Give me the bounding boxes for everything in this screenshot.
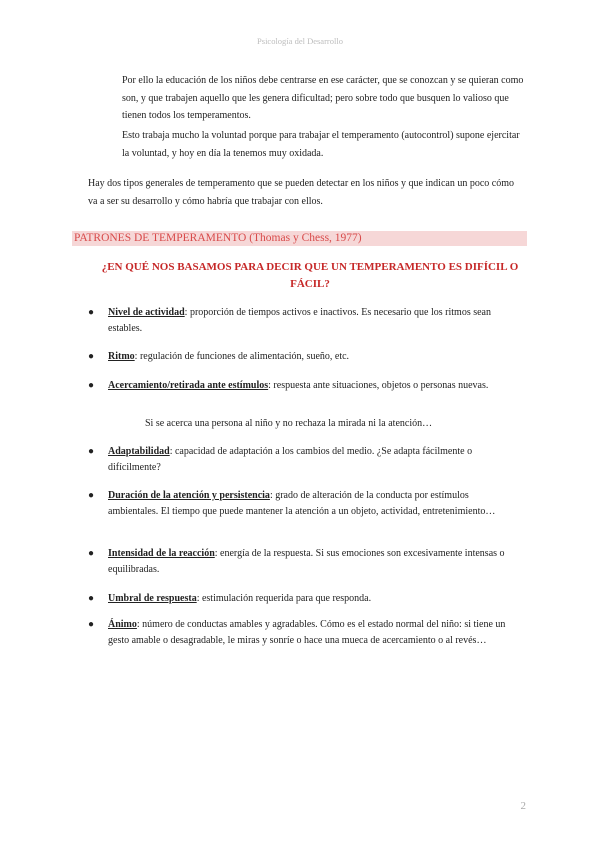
item-term: Nivel de actividad	[108, 307, 185, 318]
item-term: Ritmo	[108, 351, 135, 362]
list-item	[88, 488, 518, 519]
item-term: Intensidad de la reacción	[108, 548, 215, 559]
list-item	[88, 444, 518, 475]
list-item	[88, 591, 518, 607]
bullet-icon: ●	[88, 548, 95, 559]
bullet-icon: ●	[88, 307, 95, 318]
item-term: Adaptabilidad	[108, 446, 170, 457]
page-number: 2	[520, 800, 526, 812]
bullet-icon: ●	[88, 351, 95, 362]
bullet-icon: ●	[88, 380, 95, 391]
list-item	[88, 349, 518, 365]
item-term: Duración de la atención y persistencia	[108, 490, 270, 501]
item-text: : capacidad de adaptación a los cambios del medio. ¿Se adapta fácilmente o difícilmente?	[108, 446, 473, 473]
list-item	[88, 546, 518, 577]
list-item	[88, 617, 518, 648]
item-text: : grado de alteración de la conducta por estímulos ambientales. El tiempo que puede mantener la atención a un objeto, actividad, entretenimiento…	[108, 490, 496, 517]
page-header: Psicología del Desarrollo	[257, 36, 343, 46]
item-text: : proporción de tiempos activos e inactivos. Es necesario que los ritmos sean estables.	[108, 307, 491, 334]
example-note: Si se acerca una persona al niño y no rechaza la mirada ni la atención…	[145, 418, 433, 429]
item-term: Umbral de respuesta	[108, 593, 197, 604]
paragraph-education: Por ello la educación de los niños debe centrarse en ese carácter, que se conozcan y se quieran como son, y que trabajen aquello que les genera dificultad; pero sobre todo que busquen lo valioso que tienen todos los temperamentos.	[122, 75, 524, 121]
list-item	[88, 305, 518, 336]
list-item	[88, 378, 518, 394]
item-text: : estimulación requerida para que responda.	[196, 593, 372, 604]
bullet-icon: ●	[88, 490, 95, 501]
bullet-icon: ●	[88, 446, 95, 457]
bullet-icon: ●	[88, 593, 95, 604]
paragraph-willpower: Esto trabaja mucho la voluntad porque para trabajar el temperamento (autocontrol) supone ejercitar la voluntad, y hoy en día la tenemos muy oxidada.	[122, 130, 520, 159]
bullet-icon: ●	[88, 619, 95, 630]
item-term: Acercamiento/retirada ante estímulos	[108, 380, 269, 391]
item-text: : respuesta ante situaciones, objetos o personas nuevas.	[268, 380, 489, 391]
item-text: : regulación de funciones de alimentación, sueño, etc.	[134, 351, 350, 362]
item-text: : energía de la respuesta. Si sus emociones son excesivamente intensas o equilibradas.	[108, 548, 505, 575]
section-heading: PATRONES DE TEMPERAMENTO (Thomas y Chess, 1977)	[74, 232, 362, 244]
item-term: Ánimo	[108, 619, 137, 630]
paragraph-temperament-types: Hay dos tipos generales de temperamento que se pueden detectar en los niños y que indican un poco cómo va a ser su desarrollo y cómo habría que trabajar con ellos.	[88, 178, 514, 207]
item-text: : número de conductas amables y agradables. Cómo es el estado normal del niño: si tiene un gesto amable o desagradable, le miras y sonríe o hace una mueca de acercamiento o al revés…	[108, 619, 506, 646]
section-question: ¿EN QUÉ NOS BASAMOS PARA DECIR QUE UN TEMPERAMENTO ES DIFÍCIL O FÁCIL?	[101, 261, 519, 290]
